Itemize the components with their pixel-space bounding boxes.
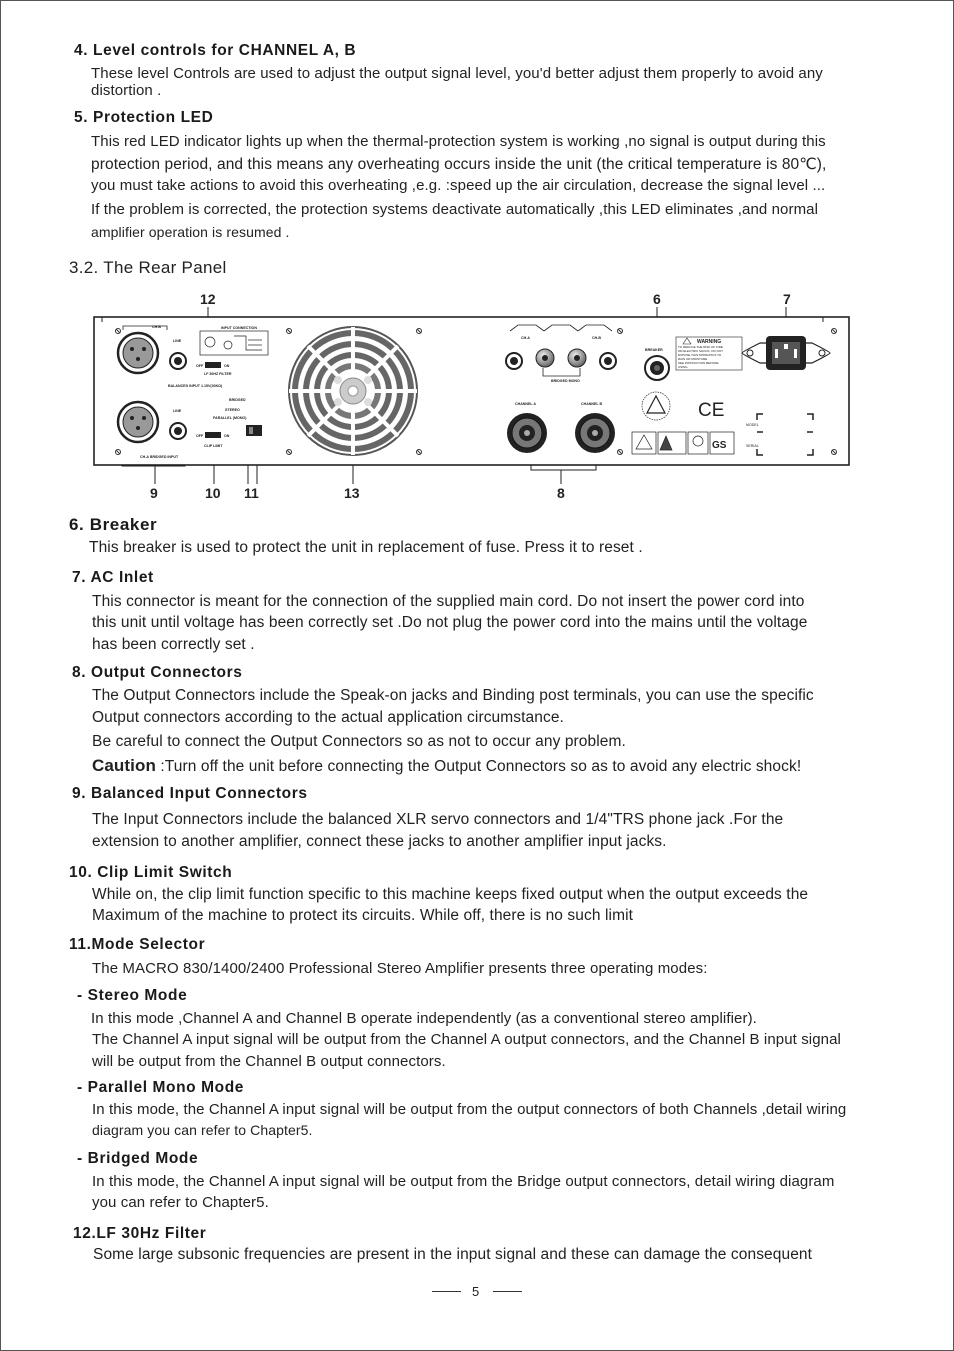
callout-6: 6 [653,291,661,307]
binding-post-1 [506,353,522,369]
label-channel-a: CHANNEL A [515,402,536,406]
binding-post-4 [600,353,616,369]
paragraph-line: This connector is meant for the connection of the supplied main cord. Do not insert the power cord into [92,593,805,610]
breaker-button [645,356,669,380]
warning-line: EXPOSE THIS APPARATUS TO [678,353,722,357]
cooling-fan [289,327,417,455]
warning-label [676,337,742,370]
heading-bridged-mode: - Bridged Mode [77,1150,199,1167]
heading-ac-inlet: 7. AC Inlet [72,569,154,586]
caution-line [92,756,801,776]
paragraph-line: you must take actions to avoid this overheating ,e.g. :speed up the air circulation, decrease the signal level ... [91,177,826,194]
heading-level-controls: 4. Level controls for CHANNEL A, B [74,42,357,59]
paragraph-line: has been correctly set . [92,636,255,653]
label-breaker: BREAKER [645,348,663,352]
label-clip-limit: CLIP LIMIT [204,444,223,448]
page-number: 5 [472,1284,480,1299]
svg-text:GS: GS [712,440,727,451]
paragraph-line: diagram you can refer to Chapter5. [92,1122,313,1138]
caution-label: Caution [92,756,156,775]
label-on-filter: ON [224,364,230,368]
warning-line: USING. [678,365,689,369]
heading-balanced-input: 9. Balanced Input Connectors [72,785,308,802]
callout-11: 11 [244,485,259,501]
warning-line: RAIN OR MOISTURE. [678,357,709,361]
paragraph-line: Maximum of the machine to protect its circuits. While off, there is no such limit [92,907,634,924]
label-on-clip: ON [224,434,230,438]
callout-9: 9 [150,485,158,501]
heading-stereo-mode: - Stereo Mode [77,987,188,1004]
callout-8: 8 [557,485,565,501]
paragraph-line: In this mode, the Channel A input signal will be output from the Bridge output connectors, detail wiring diagram [92,1173,835,1190]
binding-post-3 [568,349,586,367]
paragraph-line: will be output from the Channel B output connectors. [92,1053,446,1070]
paragraph-line: this unit until voltage has been correctly set .Do not plug the power cord into the mains until the voltage [92,614,808,631]
trs-jack-ch-b [170,353,186,369]
label-out-ch-b: CH-B [592,336,601,340]
paragraph-line: The MACRO 830/1400/2400 Professional Stereo Amplifier presents three operating modes: [92,960,708,977]
label-off-clip: OFF [196,434,204,438]
label-off-filter: OFF [196,364,204,368]
label-balanced-input: BALANCED INPUT [168,384,200,388]
label-line-b: LINE [173,339,182,343]
label-channel-b: CHANNEL B [581,402,603,406]
label-input-connection: INPUT CONNECTION [221,326,257,330]
paragraph-line: While on, the clip limit function specific to this machine keeps fixed output when the output exceeds the [92,886,809,903]
xlr-connector-ch-b [118,333,158,373]
warning-line: SEE INSTRUCTION BEFORE [678,361,719,365]
paragraph-line: protection period, and this means any overheating occurs inside the unit (the critical temperature is 80℃), [91,156,827,173]
heading-output-connectors: 8. Output Connectors [72,664,243,681]
paragraph-line: This breaker is used to protect the unit in replacement of fuse. Press it to reset . [89,539,643,556]
label-ch-b: CH-B [152,325,161,329]
mode-selector-switch [246,425,262,436]
lf-filter-switch [205,362,221,368]
clip-limit-switch [205,432,221,438]
paragraph-line: distortion . [91,82,162,99]
label-ohm: 1.15V(30KΩ) [201,384,223,388]
callout-13: 13 [344,485,360,501]
warning-title: WARNING [697,339,722,345]
paragraph-line: Output connectors according to the actual application circumstance. [92,709,564,726]
label-line-a: LINE [173,409,182,413]
label-parallel-switch: PARALLEL (MONO) [213,416,247,420]
speakon-channel-a [507,413,547,453]
paragraph-line: extension to another amplifier, connect these jacks to another amplifier input jacks. [92,833,667,850]
heading-breaker: 6. Breaker [69,515,158,534]
label-model: MODEL [746,423,759,427]
paragraph-line: amplifier operation is resumed . [91,224,290,240]
footer-rule-left [432,1291,461,1292]
paragraph-line: This red LED indicator lights up when the thermal-protection system is working ,no signal is output during this [91,133,826,150]
label-out-ch-a: CH-A [521,336,530,340]
trs-jack-ch-a [170,423,186,439]
heading-mode-selector: 11.Mode Selector [69,936,206,953]
label-stereo-switch: STEREO [225,408,240,412]
label-serial: SERIAL [746,444,759,448]
label-ch-a-bridged: CH-A BRIDGED INPUT [140,455,179,459]
speakon-channel-b [575,413,615,453]
warning-line: OR ELECTRIC SHOCK, DO NOT [678,349,724,353]
caution-text: :Turn off the unit before connecting the Output Connectors so as to avoid any electric shock! [155,758,802,775]
paragraph-line: In this mode ,Channel A and Channel B operate independently (as a conventional stereo amplifier). [91,1010,757,1027]
paragraph-line: If the problem is corrected, the protection systems deactivate automatically ,this LED eliminates ,and normal [91,201,819,218]
certification-badges [632,432,734,454]
label-bridged-switch: BRIDGED [229,398,246,402]
rear-panel-diagram [0,0,954,520]
callout-7: 7 [783,291,791,307]
paragraph-line: These level Controls are used to adjust the output signal level, you'd better adjust them properly to avoid any [91,65,823,82]
xlr-connector-ch-a [118,402,158,442]
heading-parallel-mono-mode: - Parallel Mono Mode [77,1079,245,1096]
rear-panel-title: 3.2. The Rear Panel [69,258,227,277]
callout-12: 12 [200,291,216,307]
warning-line: TO REDUCE THE RISK OF FIRE [678,345,723,349]
callout-10: 10 [205,485,221,501]
heading-clip-limit: 10. Clip Limit Switch [69,864,233,881]
heading-protection-led: 5. Protection LED [74,109,214,126]
heading-lf-filter: 12.LF 30Hz Filter [73,1225,207,1242]
footer-rule-right [493,1291,522,1292]
paragraph-line: Some large subsonic frequencies are present in the input signal and these can damage the consequent [93,1246,813,1263]
label-bridged-mono: BRIDGED MONO [551,379,580,383]
paragraph-line: In this mode, the Channel A input signal will be output from the output connectors of both Channels ,detail wiring [92,1101,847,1118]
paragraph-line: The Output Connectors include the Speak-on jacks and Binding post terminals, you can use the specific [92,687,814,704]
paragraph-line: The Input Connectors include the balanced XLR servo connectors and 1/4"TRS phone jack .For the [92,811,784,828]
paragraph-line: Be careful to connect the Output Connectors so as not to occur any problem. [92,733,626,750]
binding-post-2 [536,349,554,367]
ce-mark: CE [698,400,725,421]
paragraph-line: The Channel A input signal will be output from the Channel A output connectors, and the Channel B input signal [92,1031,841,1048]
paragraph-line: you can refer to Chapter5. [92,1194,269,1211]
label-lf-filter: LF 30HZ FILTER [204,372,232,376]
